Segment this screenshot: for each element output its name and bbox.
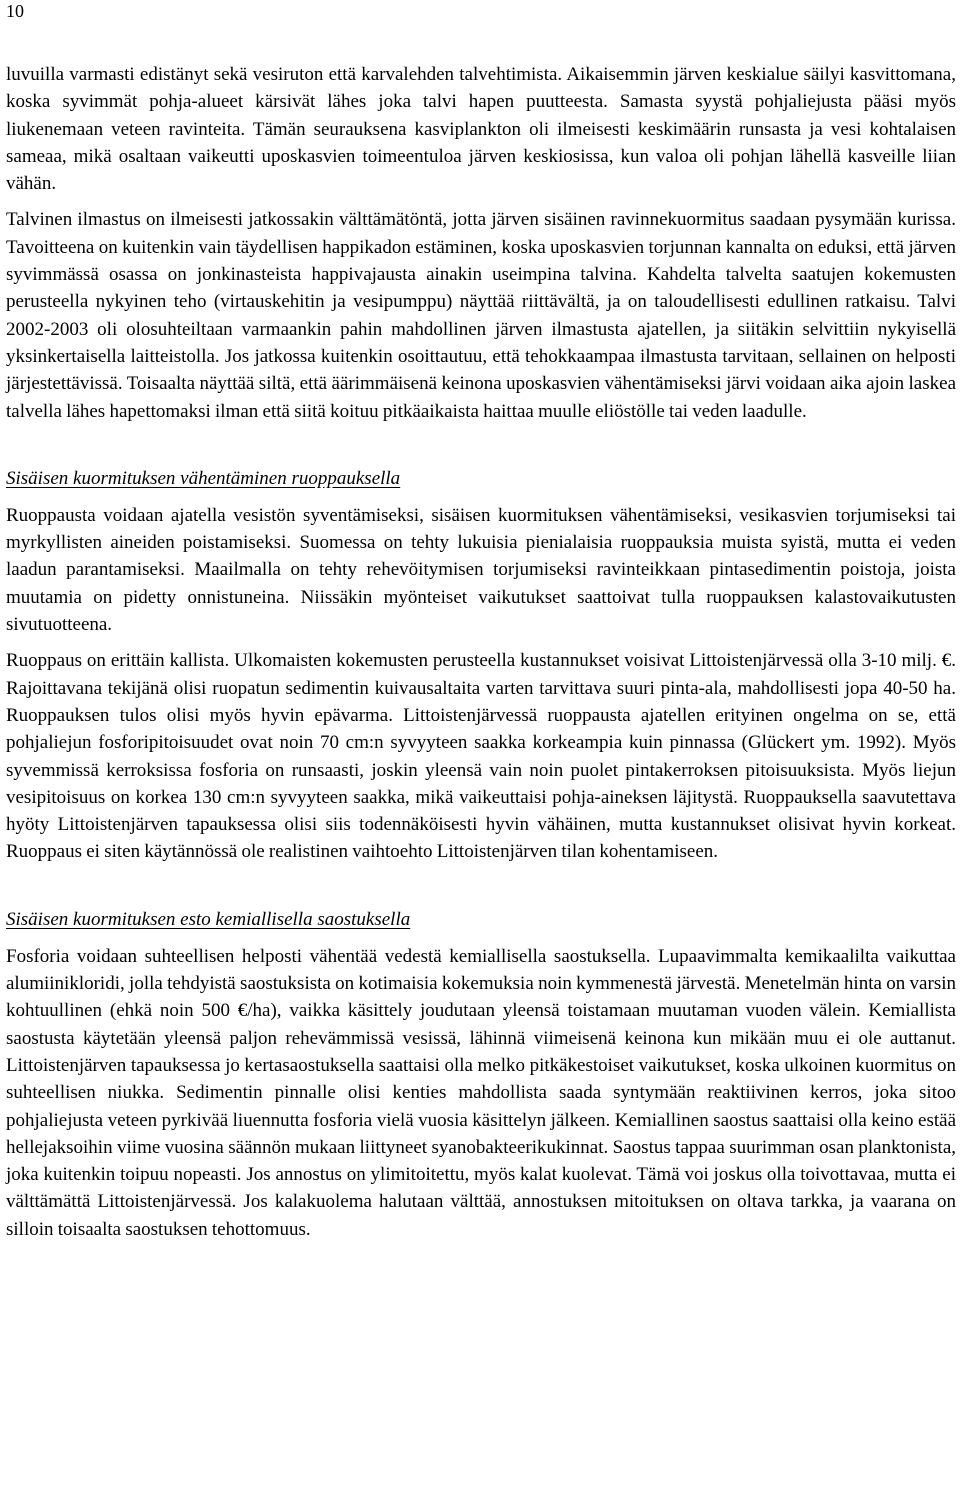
- page-body: [6, 61, 956, 1243]
- body-paragraph: Talvinen ilmastus on ilmeisesti jatkossakin välttämätöntä, jotta järven sisäinen ravinnekuormitus saadaan pysymään kurissa. Tavoitteena on kuitenkin vain täydellisen happikadon estäminen, koska uposkasvien torjunnan kannalta on eduksi, että järven syvimmässä osassa on jonkinasteista happivajausta ainakin useimpina talvina. Kahdelta talvelta saatujen kokemusten perusteella nykyinen teho (virtauskehitin ja vesipumppu) näyttää riittävältä, ja on taloudellisesti edullinen ratkaisu. Talvi 2002-2003 oli olosuhteiltaan varmaankin pahin mahdollinen järven ilmastusta ajatellen, ja siitäkin selvittiin nykyisellä yksinkertaisella laitteistolla. Jos jatkossa kuitenkin osoittautuu, että tehokkaampaa ilmastusta tarvitaan, sellainen on helposti järjestettävissä. Toisaalta näyttää siltä, että äärimmäisenä keinona uposkasvien vähentämiseksi järvi voidaan aika ajoin laskea talvella lähes hapettomaksi ilman että siitä koituu pitkäaikaista haittaa muulle eliöstölle tai veden laadulle.: [6, 209, 956, 422]
- body-paragraph: Ruoppaus on erittäin kallista. Ulkomaisten kokemusten perusteella kustannukset voisivat Littoistenjärvessä olla 3-10 milj. €. Rajoittavana tekijänä olisi ruopatun sedimentin kuivausaltaita varten tarvittava suuri pinta-ala, mahdollisesti jopa 40-50 ha. Ruoppauksen tulos olisi myös hyvin epävarma. Littoistenjärvessä ruoppausta ajatellen erityinen ongelma on se, että pohjaliejun fosforipitoisuudet ovat noin 70 cm:n syvyyteen saakka korkeampia kuin pinnassa (Glückert ym. 1992). Myös syvemmissä kerroksissa fosforia on runsaasti, joskin yleensä vain noin puolet pintakerroksen pitoisuuksista. Myös liejun vesipitoisuus on korkea 130 cm:n syvyyteen saakka, mikä vaikeuttaisi pohja-aineksen läjitystä. Ruoppauksella saavutettava hyöty Littoistenjärven tapauksessa olisi siis todennäköisesti hyvin vähäinen, mutta kustannukset olisivat hyvin korkeat. Ruoppaus ei siten käytännössä ole realistinen vaihtoehto Littoistenjärven tilan kohentamiseen.: [6, 650, 956, 863]
- body-paragraph: Fosforia voidaan suhteellisen helposti vähentää vedestä kemiallisella saostuksella. Lupaavimmalta kemikaalilta vaikuttaa alumiinikloridi, jolla tehdyistä saostuksista on kotimaisia kokemuksia noin kymmenestä järvestä. Menetelmän hinta on varsin kohtuullinen (ehkä noin 500 €/ha), vaikka käsittely joudutaan yleensä toistamaan muutaman vuoden välein. Kemiallista saostusta käytetään yleensä paljon rehevämmissä vesissä, lähinnä viimeisenä keinona kun mikään muu ei ole auttanut. Littoistenjärven tapauksessa jo kertasaostuksella saattaisi olla melko pitkäkestoiset vaikutukset, koska ulkoinen kuormitus on suhteellisen niukka. Sedimentin pinnalle olisi kenties mahdollista saada syntymään reaktiivinen kerros, joka sitoo pohjaliejusta veteen pyrkivää liuennutta fosforia vielä vuosia käsittelyn jälkeen. Kemiallinen saostus saattaisi olla keino estää hellejaksoihin viime vuosina säännön mukaan liittyneet syanobakteerikukinnat. Saostus tappaa suurimman osan planktonista, joka kuitenkin toipuu nopeasti. Jos annostus on ylimitoitettu, myös kalat kuolevat. Tämä voi joskus olla toivottavaa, mutta ei välttämättä Littoistenjärvessä. Jos kalakuolema halutaan välttää, annostuksen mitoituksen on oltava tarkka, ja vaarana on silloin toisaalta saostuksen tehottomuus.: [6, 945, 956, 1240]
- body-paragraph: Ruoppausta voidaan ajatella vesistön syventämiseksi, sisäisen kuormituksen vähentämiseksi, vesikasvien torjumiseksi tai myrkyllisten aineiden poistamiseksi. Suomessa on tehty lukuisia pienialaisia ruoppauksia muista syistä, mutta ei veden laadun parantamiseksi. Maailmalla on tehty rehevöitymisen torjumiseksi ravinteikkaan pintasedimentin poistoja, joista muutamia on pidetty onnistuneina. Niissäkin myönteiset vaikutukset saattoivat tulla ruoppauksen kalastovaikutusten sivutuotteena.: [6, 504, 956, 636]
- section-heading: Sisäisen kuormituksen esto kemiallisella saostuksella: [6, 908, 411, 930]
- body-paragraph: luvuilla varmasti edistänyt sekä vesiruton että karvalehden talvehtimista. Aikaisemmin järven keskialue säilyi kasvittomana, koska syvimmät pohja-alueet kärsivät lähes joka talvi hapen puutteesta. Samasta syystä pohjaliejusta pääsi myös liukenemaan veteen ravinteita. Tämän seurauksena kasviplankton oli ilmeisesti keskimäärin runsasta ja vesi kohtalaisen sameaa, mikä osaltaan vaikeutti uposkasvien toimeentuloa järven keskiosissa, kun valoa oli pohjan lähellä kasveille liian vähän.: [6, 64, 956, 195]
- section-heading: Sisäisen kuormituksen vähentäminen ruoppauksella: [6, 467, 401, 489]
- page-number: 10: [6, 1, 24, 21]
